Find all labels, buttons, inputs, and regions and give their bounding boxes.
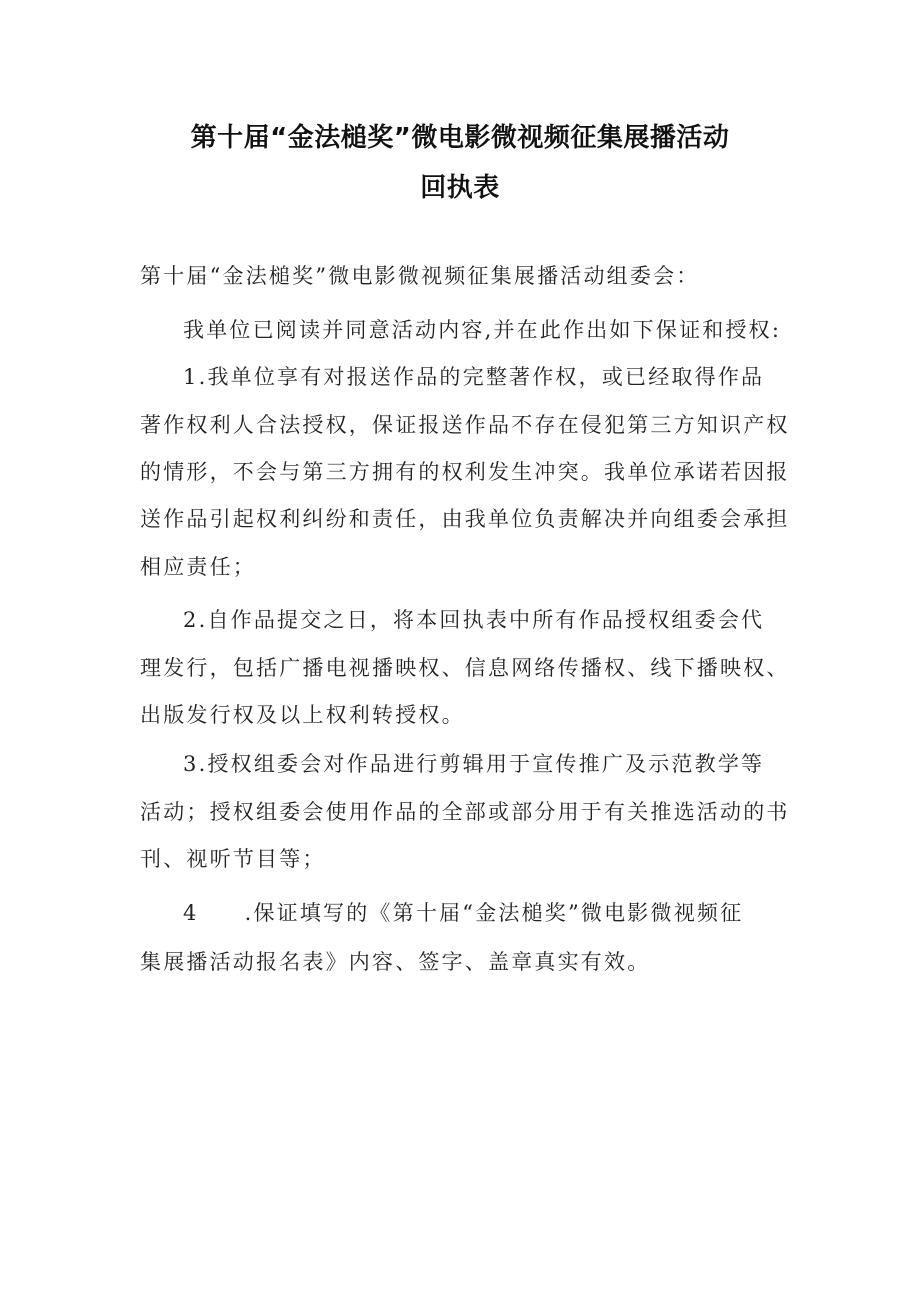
item-4-line: 集展播活动报名表》内容、签字、盖章真实有效。: [140, 950, 651, 974]
document-title: 第十届“金法槌奖”微电影微视频征集展播活动: [190, 123, 730, 153]
item-2-first-line: [183, 604, 764, 634]
item-3-line: 活动；授权组委会使用作品的全部或部分用于有关推选活动的书: [140, 800, 790, 824]
item-number: 4: [183, 901, 199, 925]
item-text: .我单位享有对报送作品的完整著作权，或已经取得作品: [198, 365, 765, 389]
item-2-line: 理发行，包括广播电视播映权、信息网络传播权、线下播映权、: [140, 656, 790, 680]
intro-paragraph: 我单位已阅读并同意活动内容,并在此作出如下保证和授权:: [183, 318, 782, 342]
item-1-line: 的情形，不会与第三方拥有的权利发生冲突。我单位承诺若因报: [140, 460, 790, 484]
item-4-first-line: [183, 897, 743, 927]
item-3-first-line: [183, 748, 764, 778]
item-3-line: 刊、视听节目等；: [140, 847, 326, 871]
salutation: 第十届“金法槌奖”微电影微视频征集展播活动组委会：: [140, 264, 700, 288]
item-1-line: 相应责任；: [140, 555, 256, 579]
item-text: .自作品提交之日，将本回执表中所有作品授权组委会代: [198, 608, 765, 632]
item-text: .保证填写的《第十届“金法槌奖”微电影微视频征: [244, 901, 744, 925]
item-1-line: 送作品引起权利纠纷和责任，由我单位负责解决并向组委会承担: [140, 507, 790, 531]
item-number: 2: [183, 608, 199, 632]
item-number: 1: [183, 365, 199, 389]
item-text: .授权组委会对作品进行剪辑用于宣传推广及示范教学等: [198, 752, 765, 776]
item-1-line: 著作权利人合法授权，保证报送作品不存在侵犯第三方知识产权: [140, 413, 790, 437]
document-subtitle: 回执表: [420, 173, 500, 203]
item-2-line: 出版发行权及以上权利转授权。: [140, 703, 465, 727]
item-1-first-line: [183, 361, 764, 391]
item-number: 3: [183, 752, 199, 776]
